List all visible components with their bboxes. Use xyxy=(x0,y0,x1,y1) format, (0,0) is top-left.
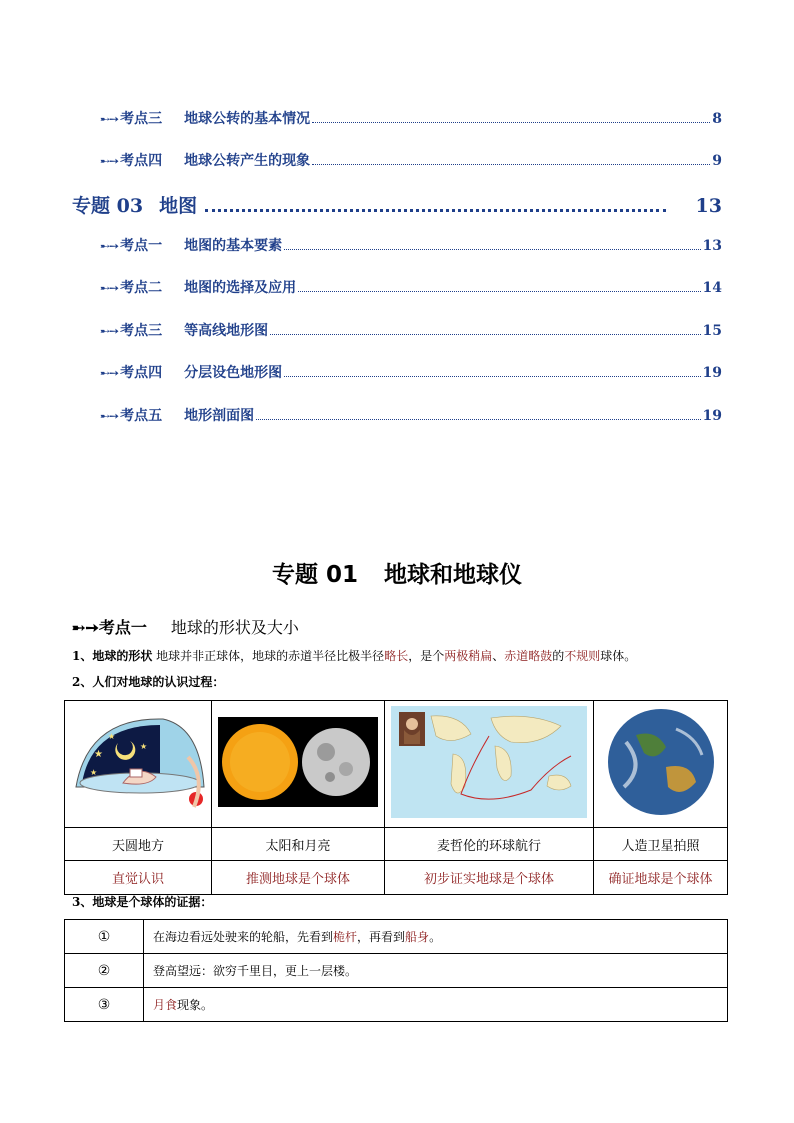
evidence-table xyxy=(64,919,728,1022)
toc-title: 地图的选择及应用 xyxy=(184,280,297,296)
evidence-number: ① xyxy=(65,920,144,954)
result-cell: 确证地球是个球体 xyxy=(594,861,728,895)
svg-text:★: ★ xyxy=(94,749,103,760)
evidence-text: 月食现象。 xyxy=(144,988,728,1022)
toc-title: 等高线地形图 xyxy=(184,323,269,339)
toc-item[interactable] xyxy=(100,320,722,340)
section-title: 地球的形状及大小 xyxy=(170,618,299,637)
svg-text:★: ★ xyxy=(108,732,116,741)
chapter-title: 地球和地球仪 xyxy=(384,562,522,588)
caption-cell: 天圆地方 xyxy=(65,828,212,861)
arrow-icon: ➸➙ xyxy=(100,324,119,338)
sun-moon-image xyxy=(218,717,378,807)
leader-dots xyxy=(284,376,700,377)
table-row xyxy=(65,954,728,988)
result-cell: 直觉认识 xyxy=(65,861,212,895)
toc-label: 考点五 xyxy=(120,408,163,424)
arrow-icon: ➸➙ xyxy=(100,366,119,380)
leader-dots xyxy=(205,209,665,212)
svg-text:★: ★ xyxy=(140,742,148,751)
toc-item[interactable] xyxy=(100,235,722,255)
image-cell xyxy=(65,701,212,828)
toc-page: 15 xyxy=(702,323,722,339)
image-cell xyxy=(594,701,728,828)
table-row xyxy=(65,988,728,1022)
evidence-number: ② xyxy=(65,954,144,988)
caption-cell: 麦哲伦的环球航行 xyxy=(385,828,594,861)
image-cell xyxy=(385,701,594,828)
arrow-icon: ➸➙ xyxy=(100,239,119,253)
leader-dots xyxy=(312,122,710,123)
toc-label: 考点一 xyxy=(120,238,163,254)
toc-page: 19 xyxy=(702,365,722,381)
arrow-icon: ➸➙ xyxy=(100,409,119,423)
toc-page: 14 xyxy=(702,280,722,296)
table-row xyxy=(65,920,728,954)
arrow-icon: ➸➙ xyxy=(100,112,119,126)
result-cell: 初步证实地球是个球体 xyxy=(385,861,594,895)
evidence-number: ③ xyxy=(65,988,144,1022)
chapter-heading xyxy=(0,556,794,589)
result-cell: 推测地球是个球体 xyxy=(212,861,385,895)
image-cell xyxy=(212,701,385,828)
toc-label: 考点四 xyxy=(120,153,163,169)
toc-title: 分层设色地形图 xyxy=(184,365,283,381)
caption-cell: 人造卫星拍照 xyxy=(594,828,728,861)
cognition-table xyxy=(64,700,728,895)
toc-title: 地图 xyxy=(159,195,198,217)
toc-item[interactable] xyxy=(100,405,722,425)
chapter-label: 专题 01 xyxy=(271,562,358,588)
leader-dots xyxy=(312,164,710,165)
toc-label: 考点三 xyxy=(120,111,163,127)
toc-item[interactable] xyxy=(100,277,722,297)
section-heading xyxy=(72,615,299,638)
dome-sky-image xyxy=(68,707,208,817)
toc-item[interactable] xyxy=(100,150,722,170)
toc-title: 地球公转的基本情况 xyxy=(184,111,311,127)
leader-dots xyxy=(298,291,700,292)
arrow-icon: ➸➙ xyxy=(72,618,99,637)
caption-cell: 太阳和月亮 xyxy=(212,828,385,861)
leader-dots xyxy=(256,419,700,420)
earth-satellite-image xyxy=(596,707,726,817)
section-label: 考点一 xyxy=(98,618,147,637)
arrow-icon: ➸➙ xyxy=(100,154,119,168)
magellan-map-image xyxy=(391,706,587,818)
toc-page: 19 xyxy=(702,408,722,424)
evidence-text: 在海边看远处驶来的轮船，先看到桅杆，再看到船身。 xyxy=(144,920,728,954)
paragraph-evidence: 3、地球是个球体的证据： xyxy=(72,895,213,909)
svg-text:★: ★ xyxy=(90,768,98,777)
arrow-icon: ➸➙ xyxy=(100,281,119,295)
toc-title: 地形剖面图 xyxy=(184,408,255,424)
toc-item[interactable] xyxy=(100,362,722,382)
toc-chapter[interactable] xyxy=(72,191,722,218)
toc-page: 9 xyxy=(712,153,722,169)
evidence-text: 登高望远：欲穷千里目，更上一层楼。 xyxy=(144,954,728,988)
paragraph-process: 2、人们对地球的认识过程： xyxy=(72,675,225,689)
leader-dots xyxy=(284,249,700,250)
toc-title: 地球公转产生的现象 xyxy=(184,153,311,169)
toc-label: 考点二 xyxy=(120,280,163,296)
toc-label: 专题 03 xyxy=(72,195,144,217)
toc-page: 8 xyxy=(712,111,722,127)
toc-item[interactable] xyxy=(100,108,722,128)
toc-page: 13 xyxy=(695,195,722,217)
toc-title: 地图的基本要素 xyxy=(184,238,283,254)
toc-label: 考点三 xyxy=(120,323,163,339)
paragraph-shape: 1、地球的形状 地球并非正球体，地球的赤道半径比极半径略长，是个两极稍扁、赤道略鼓的不规则球体。 xyxy=(72,649,637,663)
leader-dots xyxy=(270,334,700,335)
toc-label: 考点四 xyxy=(120,365,163,381)
toc-page: 13 xyxy=(702,238,722,254)
